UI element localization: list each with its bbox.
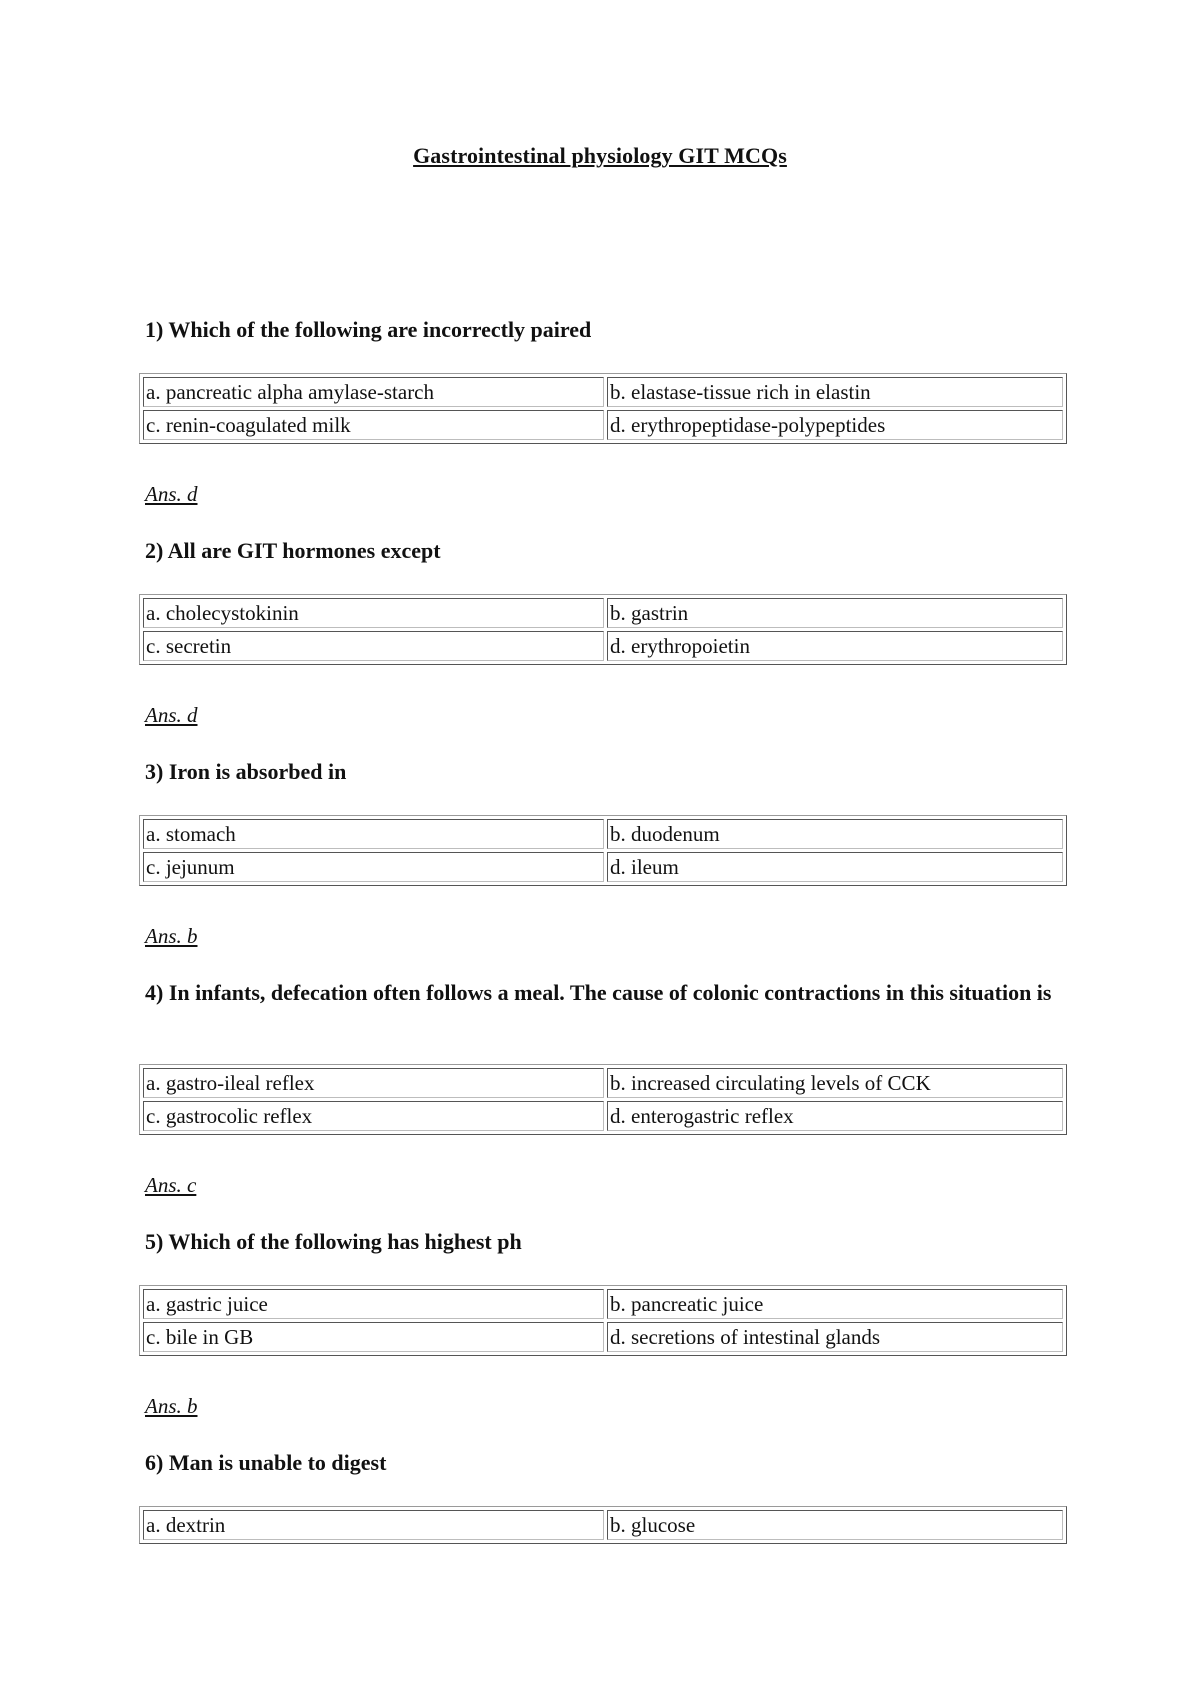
option-b: b. increased circulating levels of CCK <box>607 1068 1063 1098</box>
options-row <box>143 1289 1063 1319</box>
question-text: 6) Man is unable to digest <box>145 1450 387 1475</box>
option-a: a. pancreatic alpha amylase-starch <box>143 377 604 407</box>
answer-text: Ans. b <box>145 924 198 948</box>
option-a: a. cholecystokinin <box>143 598 604 628</box>
answer-text: Ans. c <box>145 1173 197 1197</box>
answer-text: Ans. b <box>145 1394 198 1418</box>
option-b: b. pancreatic juice <box>607 1289 1063 1319</box>
question-text: 1) Which of the following are incorrectly paired <box>145 317 592 342</box>
question-text: 4) In infants, defecation often follows a meal. The cause of colonic contractions in this situation is <box>145 980 1052 1005</box>
option-b: b. duodenum <box>607 819 1063 849</box>
question-text: 2) All are GIT hormones except <box>145 538 441 563</box>
option-a: a. gastro-ileal reflex <box>143 1068 604 1098</box>
page-title: Gastrointestinal physiology GIT MCQs <box>413 143 787 168</box>
options-row <box>143 1068 1063 1098</box>
options-row <box>143 819 1063 849</box>
options-row <box>143 852 1063 882</box>
options-row <box>143 1101 1063 1131</box>
option-b: b. glucose <box>607 1510 1063 1540</box>
options-row <box>143 410 1063 440</box>
option-c: c. renin-coagulated milk <box>143 410 604 440</box>
option-b: b. gastrin <box>607 598 1063 628</box>
options-row <box>143 377 1063 407</box>
option-d: d. ileum <box>607 852 1063 882</box>
option-d: d. enterogastric reflex <box>607 1101 1063 1131</box>
options-row <box>143 1510 1063 1540</box>
option-c: c. secretin <box>143 631 604 661</box>
option-d: d. secretions of intestinal glands <box>607 1322 1063 1352</box>
answer-text: Ans. d <box>145 703 198 727</box>
option-c: c. gastrocolic reflex <box>143 1101 604 1131</box>
options-table <box>139 1285 1067 1356</box>
options-table <box>139 594 1067 665</box>
options-table <box>139 1506 1067 1544</box>
answer-text: Ans. d <box>145 482 198 506</box>
option-b: b. elastase-tissue rich in elastin <box>607 377 1063 407</box>
option-a: a. gastric juice <box>143 1289 604 1319</box>
options-row <box>143 1322 1063 1352</box>
options-table <box>139 815 1067 886</box>
option-a: a. stomach <box>143 819 604 849</box>
options-table <box>139 1064 1067 1135</box>
options-row <box>143 631 1063 661</box>
option-d: d. erythropeptidase-polypeptides <box>607 410 1063 440</box>
options-row <box>143 598 1063 628</box>
option-a: a. dextrin <box>143 1510 604 1540</box>
question-text: 3) Iron is absorbed in <box>145 759 347 784</box>
option-c: c. bile in GB <box>143 1322 604 1352</box>
option-d: d. erythropoietin <box>607 631 1063 661</box>
options-table <box>139 373 1067 444</box>
option-c: c. jejunum <box>143 852 604 882</box>
question-text: 5) Which of the following has highest ph <box>145 1229 522 1254</box>
